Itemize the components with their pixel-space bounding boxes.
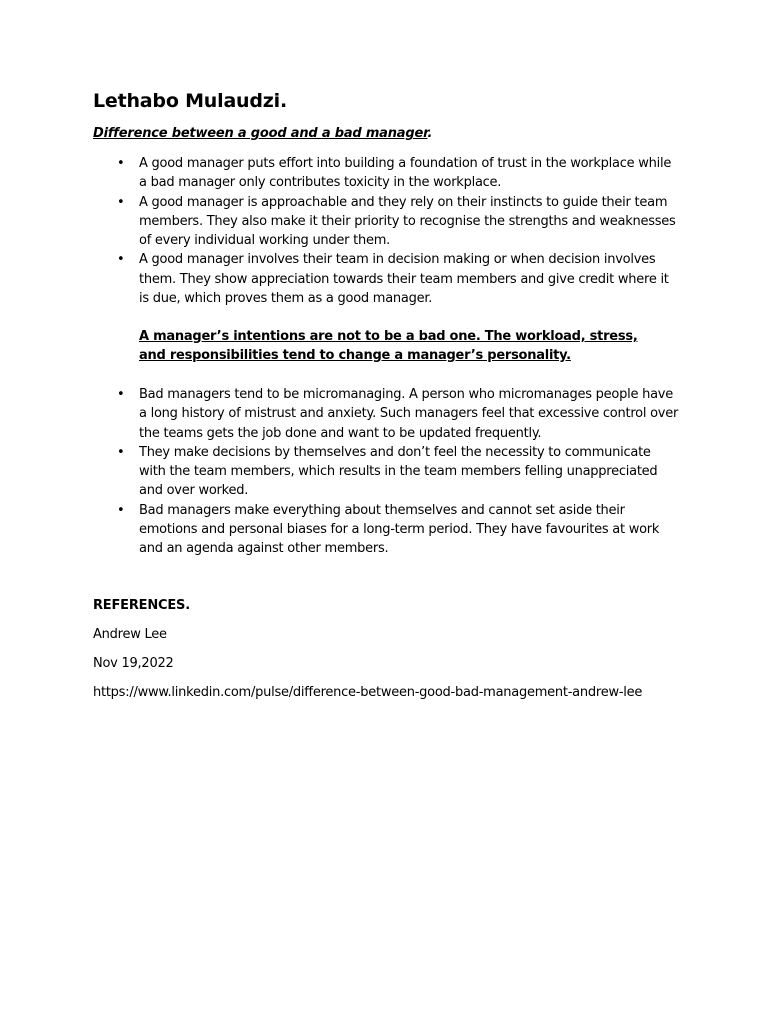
references-heading: REFERENCES. bbox=[93, 598, 190, 613]
reference-date: Nov 19,2022 bbox=[93, 656, 174, 671]
bullet-icon: • bbox=[117, 387, 125, 402]
list-item-text: Bad managers tend to be micromanaging. A person who micromanages people have a long history of mistrust and anxiety. Such managers feel that excessive control over the teams gets the job done and want to be updated frequently. bbox=[139, 387, 679, 441]
bad-manager-list bbox=[117, 385, 679, 559]
bullet-icon: • bbox=[117, 252, 125, 268]
list-item bbox=[117, 154, 679, 193]
list-item-text: Bad managers make everything about themselves and cannot set aside their emotions and personal biases for a long-term period. They have favourites at work and an agenda against other members. bbox=[139, 502, 660, 557]
bullet-icon: • bbox=[117, 444, 125, 460]
bullet-icon: • bbox=[117, 194, 125, 210]
list-item-text: A good manager involves their team in decision making or when decision involves them. They show appreciation towards their team members and give credit where it is due, which proves them as a good manager. bbox=[139, 252, 669, 307]
manager-intentions-note: A manager’s intentions are not to be a bad one. The workload, stress, and responsibilities tend to change a manager’s personality. bbox=[139, 329, 638, 363]
list-item bbox=[117, 443, 679, 501]
bullet-icon: • bbox=[117, 502, 125, 518]
list-item bbox=[117, 193, 679, 251]
bullet-icon: • bbox=[117, 156, 125, 171]
list-item-text: A good manager is approachable and they rely on their instincts to guide their team members. They also make it their priority to recognise the strengths and weaknesses of every individual working under them. bbox=[139, 194, 676, 249]
good-manager-list bbox=[117, 154, 679, 308]
subtitle-period: . bbox=[427, 126, 433, 141]
reference-author: Andrew Lee bbox=[93, 627, 167, 642]
document-author: Lethabo Mulaudzi. bbox=[93, 90, 287, 112]
list-item bbox=[117, 385, 679, 443]
subtitle-text: Difference between a good and a bad manager bbox=[93, 126, 428, 141]
list-item-text: They make decisions by themselves and don’t feel the necessity to communicate with the team members, which results in the team members felling unappreciated and over worked. bbox=[139, 444, 658, 499]
reference-url: https://www.linkedin.com/pulse/difference-between-good-bad-management-andrew-lee bbox=[93, 685, 643, 700]
list-item bbox=[117, 250, 679, 308]
document-subtitle bbox=[93, 125, 432, 143]
list-item-text: A good manager puts effort into building a foundation of trust in the workplace while a bad manager only contributes toxicity in the workplace. bbox=[139, 156, 672, 191]
list-item bbox=[117, 501, 679, 559]
